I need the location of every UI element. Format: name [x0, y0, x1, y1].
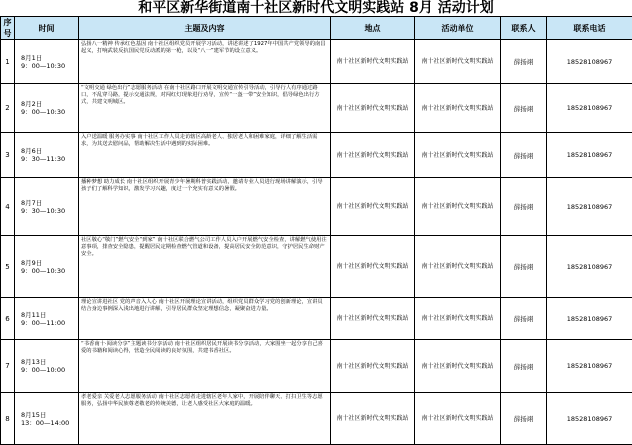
row-phone: 18528108967 [547, 178, 632, 236]
row-contact: 薛扬翊 [501, 298, 547, 340]
row-no: 4 [1, 178, 15, 236]
row-time-range: 9：30—11:30 [21, 155, 78, 163]
row-time [15, 340, 79, 393]
row-no: 3 [1, 133, 15, 178]
row-content: 理论宣讲进社区 党的声音入人心 南十社区开展理论宣讲活动，组织党员群众学习党的创新理论，宣讲员结合身边事例深入浅出地进行讲解，引导居民群众坚定理想信念，凝聚奋进力量。 [79, 298, 331, 340]
row-org: 南十社区新时代文明实践站 [415, 178, 501, 236]
row-org: 南十社区新时代文明实践站 [415, 393, 501, 445]
table-row [1, 178, 632, 236]
row-no: 1 [1, 40, 15, 84]
row-content: 入户送温暖 服务办实事 南十社区工作人员走访辖区高龄老人、独居老人和困难家庭，详细了解生活需求，为其送去慰问品，帮助解决生活中遇到的实际困难。 [79, 133, 331, 178]
activity-schedule-table [0, 16, 632, 445]
table-row [1, 393, 632, 445]
table-row [1, 298, 632, 340]
page-title: 和平区新华街道南十社区新时代文明实践站 8月 活动计划 [0, 0, 632, 16]
row-location: 南十社区新时代文明实践站 [331, 340, 415, 393]
row-phone: 18528108967 [547, 393, 632, 445]
header-no: 序号 [1, 17, 15, 40]
row-contact: 薛扬翊 [501, 40, 547, 84]
table-row [1, 236, 632, 298]
row-org: 南十社区新时代文明实践站 [415, 298, 501, 340]
row-content: 弘扬八一精神 传承红色基因 南十社区组织党员开展学习活动，讲述讲述了1927年中国共产党领导的南昌起义，打响武装反抗国民党反动派的第一枪，以及“八一”建军节的设立意义。 [79, 40, 331, 84]
row-org: 南十社区新时代文明实践站 [415, 133, 501, 178]
header-contact: 联系人 [501, 17, 547, 40]
row-content: “书香南十·阅读分享”主题读书分享活动 南十社区组织居民开展读书分享活动，大家围坐一起分享自己喜爱的书籍和阅读心得，营造全民阅读的良好氛围，共建书香社区。 [79, 340, 331, 393]
table-row [1, 133, 632, 178]
row-time-range: 9：00—10:30 [21, 62, 78, 70]
row-date: 8月7日 [21, 199, 78, 207]
row-date: 8月1日 [21, 54, 78, 62]
row-location: 南十社区新时代文明实践站 [331, 393, 415, 445]
header-org: 活动单位 [415, 17, 501, 40]
row-time [15, 133, 79, 178]
row-contact: 薛扬翊 [501, 133, 547, 178]
row-org: 南十社区新时代文明实践站 [415, 84, 501, 133]
row-org: 南十社区新时代文明实践站 [415, 236, 501, 298]
row-time-range: 9：00—10:30 [21, 267, 78, 275]
row-no: 6 [1, 298, 15, 340]
row-content: 播种梦想 助力成长 南十社区组织开展青少年暑期科普实践活动，邀请专业人员进行现场讲解演示，引导孩子们了解科学知识，激发学习兴趣，度过一个充实有意义的暑假。 [79, 178, 331, 236]
row-no: 5 [1, 236, 15, 298]
row-no: 8 [1, 393, 15, 445]
row-date: 8月9日 [21, 259, 78, 267]
row-time-range: 9：00—11:00 [21, 319, 78, 327]
table-row [1, 84, 632, 133]
table-row [1, 340, 632, 393]
row-time [15, 298, 79, 340]
row-contact: 薛扬翊 [501, 393, 547, 445]
row-location: 南十社区新时代文明实践站 [331, 40, 415, 84]
row-time-range: 13：00—14:00 [21, 419, 78, 427]
row-content: “文明交通 绿色出行”志愿服务活动 在南十社区路口开展文明交通宣传引导活动，引导行人有序通过路口，不乱穿马路，提示交通法规，对闯红灯现象进行劝导，宣传“一盔一带”安全知识，倡导绿色出行方式，共建文明城区。 [79, 84, 331, 133]
header-location: 地点 [331, 17, 415, 40]
row-date: 8月13日 [21, 358, 78, 366]
row-time [15, 393, 79, 445]
row-date: 8月2日 [21, 100, 78, 108]
row-date: 8月6日 [21, 147, 78, 155]
row-org: 南十社区新时代文明实践站 [415, 40, 501, 84]
row-date: 8月15日 [21, 411, 78, 419]
table-row [1, 40, 632, 84]
header-time: 时间 [15, 17, 79, 40]
row-no: 7 [1, 340, 15, 393]
row-no: 2 [1, 84, 15, 133]
row-content: 孝老爱亲 关爱老人志愿服务活动 南十社区志愿者走进辖区老年人家中，开展陪伴聊天、打扫卫生等志愿服务，弘扬中华民族尊老敬老的传统美德，让老人感受社区大家庭的温暖。 [79, 393, 331, 445]
row-time [15, 40, 79, 84]
row-org: 南十社区新时代文明实践站 [415, 340, 501, 393]
header-phone: 联系电话 [547, 17, 632, 40]
row-phone: 18528108967 [547, 133, 632, 178]
row-phone: 18528108967 [547, 40, 632, 84]
row-time [15, 178, 79, 236]
row-location: 南十社区新时代文明实践站 [331, 236, 415, 298]
header-content: 主题及内容 [79, 17, 331, 40]
row-date: 8月11日 [21, 311, 78, 319]
row-time-range: 9：00—10:30 [21, 108, 78, 116]
row-location: 南十社区新时代文明实践站 [331, 84, 415, 133]
row-contact: 薛扬翊 [501, 178, 547, 236]
row-time-range: 9：30—10:30 [21, 207, 78, 215]
row-phone: 18528108967 [547, 340, 632, 393]
table-header-row [1, 17, 632, 40]
row-content: 社区敬心“敬门”燃气安全“到家” 南十社区联合燃气公司工作人员入户开展燃气安全检查，讲解燃气使用注意事项，排查安全隐患，提醒居民定期检查燃气管道和设备，提高居民安全防范意识，守护居民生命财产安全。 [79, 236, 331, 298]
row-location: 南十社区新时代文明实践站 [331, 133, 415, 178]
row-location: 南十社区新时代文明实践站 [331, 178, 415, 236]
row-time [15, 84, 79, 133]
row-contact: 薛扬翊 [501, 84, 547, 133]
row-phone: 18528108967 [547, 84, 632, 133]
row-phone: 18528108967 [547, 236, 632, 298]
row-time-range: 9：00—10:00 [21, 366, 78, 374]
row-contact: 薛扬翊 [501, 236, 547, 298]
row-location: 南十社区新时代文明实践站 [331, 298, 415, 340]
row-time [15, 236, 79, 298]
row-phone: 18528108967 [547, 298, 632, 340]
row-contact: 薛扬翊 [501, 340, 547, 393]
